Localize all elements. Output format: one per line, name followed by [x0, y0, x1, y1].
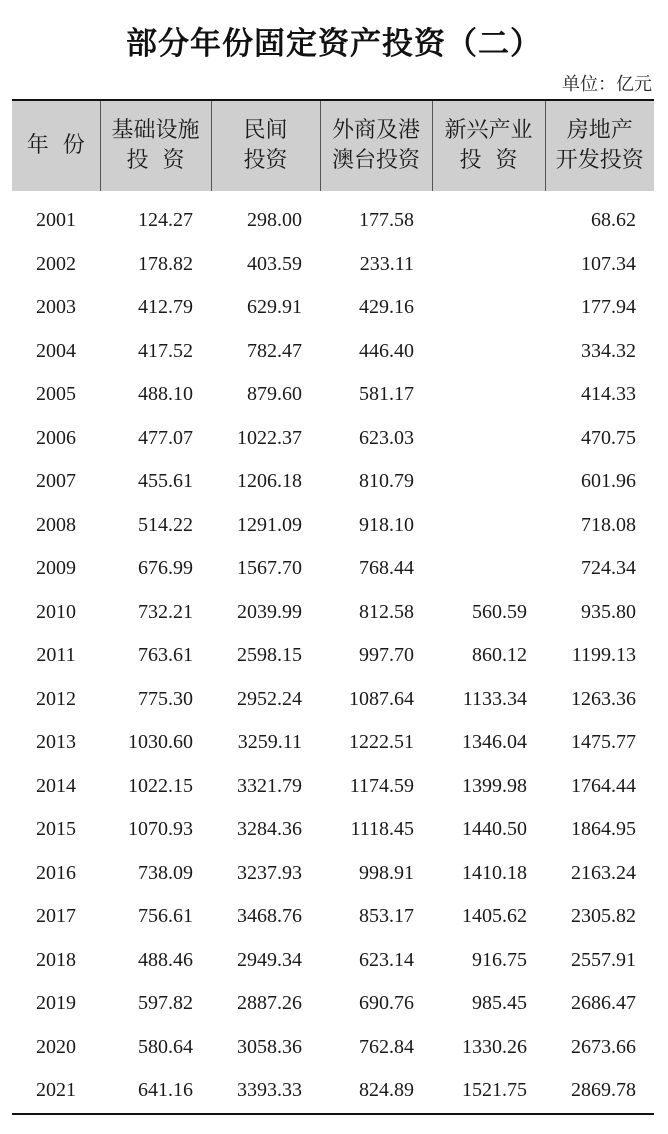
column-header-line: 外商及港	[331, 118, 420, 143]
column-header-line: 新兴产业	[444, 118, 533, 143]
investment-table	[12, 99, 654, 1115]
table-row	[12, 939, 654, 983]
table-row	[12, 721, 654, 765]
value-cell: 1521.75	[432, 1069, 545, 1114]
table-row	[12, 286, 654, 330]
table-row	[12, 330, 654, 374]
value-cell: 782.47	[247, 339, 302, 362]
table-row	[12, 243, 654, 287]
table-row	[12, 982, 654, 1026]
value-cell: 1174.59	[349, 774, 414, 797]
value-cell: 2557.91	[571, 948, 636, 971]
value-cell: 1199.13	[571, 644, 636, 667]
value-cell: 3284.36	[237, 818, 302, 841]
value-cell: 403.59	[247, 252, 302, 275]
value-cell: 417.52	[138, 339, 193, 362]
value-cell: 470.75	[581, 426, 636, 449]
column-header-line: 民间	[243, 118, 288, 143]
value-cell: 916.75	[472, 948, 527, 971]
column-header-line: 投资	[243, 148, 288, 173]
value-cell: 3321.79	[237, 774, 302, 797]
value-cell: 2673.66	[571, 1035, 636, 1058]
year-cell: 2007	[36, 470, 76, 493]
value-cell	[432, 191, 545, 243]
value-cell: 1070.93	[128, 818, 193, 841]
table-row	[12, 765, 654, 809]
column-header	[100, 100, 211, 191]
column-header-line: 基础设施	[111, 118, 200, 143]
value-cell	[432, 547, 545, 591]
year-cell: 2005	[36, 383, 76, 406]
value-cell: 3468.76	[237, 905, 302, 928]
value-cell: 68.62	[591, 209, 636, 232]
year-cell: 2021	[12, 1069, 100, 1114]
year-cell: 2002	[36, 252, 76, 275]
value-cell	[432, 330, 545, 374]
value-cell: 853.17	[359, 905, 414, 928]
year-cell: 2020	[36, 1035, 76, 1058]
value-cell: 1291.09	[237, 513, 302, 536]
year-cell: 2004	[36, 339, 76, 362]
value-cell: 1410.18	[462, 861, 527, 884]
value-cell: 763.61	[138, 644, 193, 667]
year-cell: 2010	[36, 600, 76, 623]
column-header-line: 澳台投资	[331, 148, 420, 173]
table-body	[12, 191, 654, 1114]
value-cell: 1475.77	[571, 731, 636, 754]
column-header-line: 房地产	[566, 118, 633, 143]
value-cell: 1764.44	[571, 774, 636, 797]
value-cell: 2869.78	[545, 1069, 654, 1114]
table-row	[12, 417, 654, 461]
value-cell: 488.46	[138, 948, 193, 971]
value-cell: 1440.50	[462, 818, 527, 841]
header-row	[12, 100, 654, 191]
value-cell: 860.12	[472, 644, 527, 667]
value-cell: 1022.15	[128, 774, 193, 797]
value-cell: 1206.18	[237, 470, 302, 493]
value-cell	[432, 286, 545, 330]
value-cell: 732.21	[138, 600, 193, 623]
year-cell: 2009	[36, 557, 76, 580]
value-cell: 2952.24	[237, 687, 302, 710]
value-cell: 233.11	[359, 252, 414, 275]
value-cell: 1022.37	[237, 426, 302, 449]
table-header	[12, 100, 654, 191]
value-cell: 177.94	[581, 296, 636, 319]
value-cell: 812.58	[359, 600, 414, 623]
value-cell: 810.79	[359, 470, 414, 493]
value-cell	[432, 460, 545, 504]
value-cell: 879.60	[247, 383, 302, 406]
table-row	[12, 808, 654, 852]
value-cell: 762.84	[359, 1035, 414, 1058]
value-cell	[432, 373, 545, 417]
value-cell: 178.82	[138, 252, 193, 275]
value-cell: 775.30	[138, 687, 193, 710]
column-header	[432, 100, 545, 191]
value-cell: 1222.51	[349, 731, 414, 754]
column-header-line: 投 资	[126, 148, 185, 173]
value-cell: 1399.98	[462, 774, 527, 797]
value-cell: 1330.26	[462, 1035, 527, 1058]
table-row	[12, 460, 654, 504]
value-cell: 3237.93	[237, 861, 302, 884]
value-cell: 488.10	[138, 383, 193, 406]
value-cell: 597.82	[138, 992, 193, 1015]
value-cell: 1567.70	[237, 557, 302, 580]
value-cell: 560.59	[472, 600, 527, 623]
value-cell: 724.34	[581, 557, 636, 580]
value-cell: 298.00	[247, 209, 302, 232]
value-cell: 1118.45	[350, 818, 414, 841]
value-cell: 985.45	[472, 992, 527, 1015]
value-cell: 676.99	[138, 557, 193, 580]
column-header	[211, 100, 320, 191]
value-cell: 935.80	[581, 600, 636, 623]
column-header	[545, 100, 654, 191]
unit-label: 单位：亿元	[562, 74, 652, 95]
value-cell: 429.16	[359, 296, 414, 319]
value-cell: 998.91	[359, 861, 414, 884]
value-cell: 623.03	[359, 426, 414, 449]
value-cell: 446.40	[359, 339, 414, 362]
year-cell: 2011	[36, 644, 76, 667]
value-cell: 3259.11	[237, 731, 302, 754]
value-cell: 580.64	[138, 1035, 193, 1058]
value-cell: 2039.99	[237, 600, 302, 623]
value-cell: 641.16	[100, 1069, 211, 1114]
value-cell: 2686.47	[571, 992, 636, 1015]
table-row	[12, 1026, 654, 1070]
table-row	[12, 852, 654, 896]
column-header-line: 年 份	[26, 133, 85, 158]
value-cell: 455.61	[138, 470, 193, 493]
value-cell: 690.76	[359, 992, 414, 1015]
value-cell: 1864.95	[571, 818, 636, 841]
value-cell: 918.10	[359, 513, 414, 536]
value-cell: 2163.24	[571, 861, 636, 884]
column-header-line: 投 资	[459, 148, 518, 173]
value-cell: 718.08	[581, 513, 636, 536]
table-row	[12, 1069, 654, 1114]
page-title: 部分年份固定资产投资（二）	[126, 26, 542, 62]
year-cell: 2014	[36, 774, 76, 797]
table-row	[12, 373, 654, 417]
value-cell: 3393.33	[211, 1069, 320, 1114]
year-cell: 2013	[36, 731, 76, 754]
value-cell: 738.09	[138, 861, 193, 884]
value-cell: 177.58	[359, 209, 414, 232]
value-cell: 414.33	[581, 383, 636, 406]
table-row	[12, 547, 654, 591]
value-cell: 2598.15	[237, 644, 302, 667]
column-header-line: 开发投资	[555, 148, 644, 173]
value-cell: 1405.62	[462, 905, 527, 928]
value-cell: 107.34	[581, 252, 636, 275]
value-cell: 824.89	[320, 1069, 432, 1114]
column-header	[320, 100, 432, 191]
table-row	[12, 191, 654, 243]
value-cell	[432, 417, 545, 461]
value-cell: 334.32	[581, 339, 636, 362]
value-cell: 1263.36	[571, 687, 636, 710]
value-cell	[432, 504, 545, 548]
value-cell: 1346.04	[462, 731, 527, 754]
value-cell: 2887.26	[237, 992, 302, 1015]
value-cell: 477.07	[138, 426, 193, 449]
table-row	[12, 591, 654, 635]
year-cell: 2003	[36, 296, 76, 319]
year-cell: 2008	[36, 513, 76, 536]
value-cell: 1030.60	[128, 731, 193, 754]
column-header	[12, 100, 100, 191]
value-cell: 623.14	[359, 948, 414, 971]
value-cell: 997.70	[359, 644, 414, 667]
value-cell: 124.27	[138, 209, 193, 232]
value-cell: 2949.34	[237, 948, 302, 971]
table-row	[12, 504, 654, 548]
table-row	[12, 634, 654, 678]
value-cell: 629.91	[247, 296, 302, 319]
table-row	[12, 895, 654, 939]
table-row	[12, 678, 654, 722]
value-cell: 581.17	[359, 383, 414, 406]
value-cell: 1087.64	[349, 687, 414, 710]
value-cell: 3058.36	[237, 1035, 302, 1058]
year-cell: 2017	[36, 905, 76, 928]
value-cell: 412.79	[138, 296, 193, 319]
value-cell: 2305.82	[571, 905, 636, 928]
year-cell: 2001	[36, 209, 76, 232]
value-cell: 514.22	[138, 513, 193, 536]
year-cell: 2019	[36, 992, 76, 1015]
value-cell: 756.61	[138, 905, 193, 928]
value-cell: 601.96	[581, 470, 636, 493]
year-cell: 2016	[36, 861, 76, 884]
year-cell: 2006	[36, 426, 76, 449]
year-cell: 2015	[36, 818, 76, 841]
year-cell: 2012	[36, 687, 76, 710]
value-cell: 768.44	[359, 557, 414, 580]
value-cell	[432, 243, 545, 287]
year-cell: 2018	[36, 948, 76, 971]
value-cell: 1133.34	[462, 687, 527, 710]
